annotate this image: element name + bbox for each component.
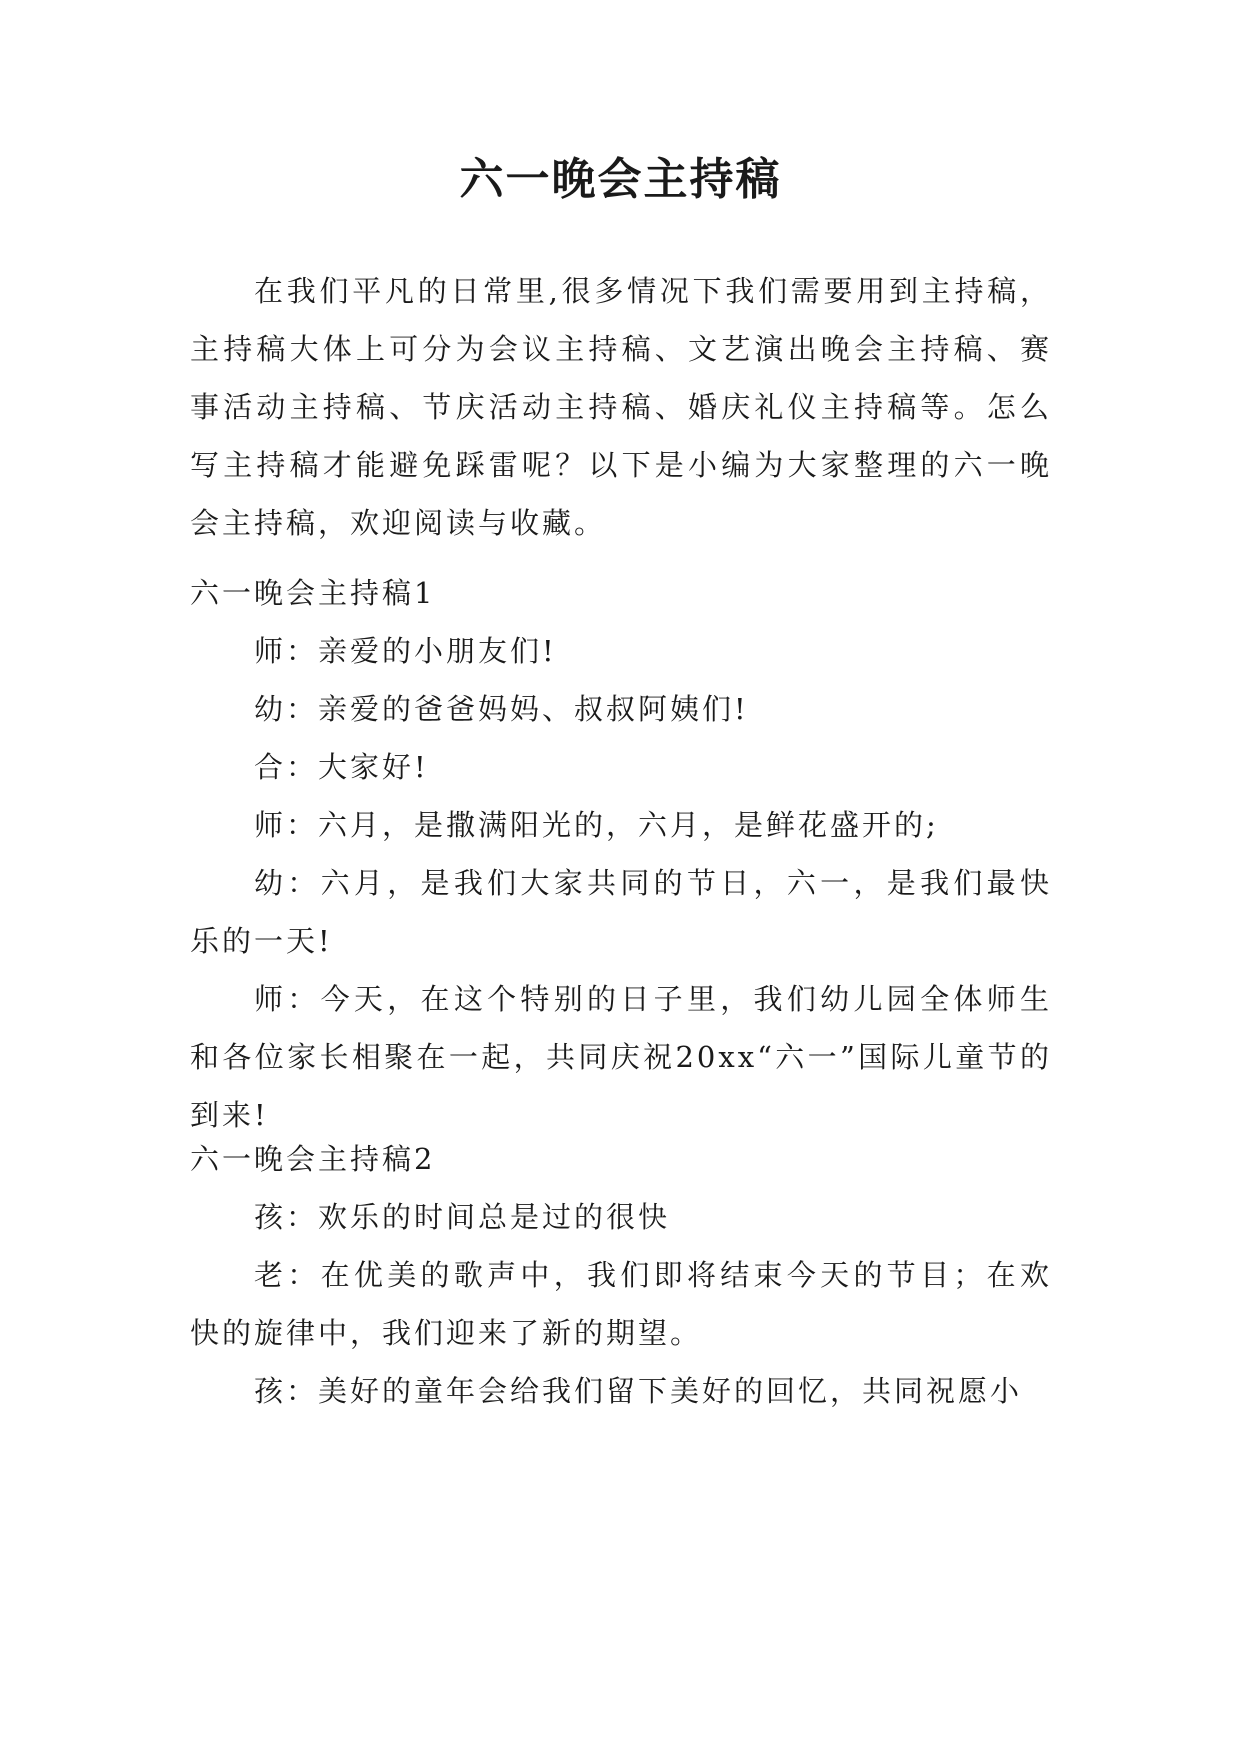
section-heading: 六一晚会主持稿2	[190, 1142, 436, 1176]
dialogue-line: 合：大家好!	[254, 750, 429, 784]
dialogue-line: 师：六月，是撒满阳光的，六月，是鲜花盛开的;	[254, 808, 939, 842]
intro-paragraph-block	[190, 262, 1052, 552]
dialogue-line: 师：今天，在这个特别的日子里，我们幼儿园全体师生和各位家长相聚在一起，共同庆祝20xx“六一”国际儿童节的到来!	[190, 982, 1052, 1132]
section-1	[190, 564, 1052, 1144]
section-2	[190, 1130, 1052, 1420]
section-heading: 六一晚会主持稿1	[190, 576, 436, 610]
dialogue-line: 师：亲爱的小朋友们!	[254, 634, 557, 668]
intro-paragraph: 在我们平凡的日常里,很多情况下我们需要用到主持稿，主持稿大体上可分为会议主持稿、文艺演出晚会主持稿、赛事活动主持稿、节庆活动主持稿、婚庆礼仪主持稿等。怎么写主持稿才能避免踩雷呢？以下是小编为大家整理的六一晚会主持稿，欢迎阅读与收藏。	[190, 274, 1052, 540]
dialogue-line: 孩：美好的童年会给我们留下美好的回忆，共同祝愿小	[254, 1374, 1023, 1408]
dialogue-line: 老：在优美的歌声中，我们即将结束今天的节目；在欢快的旋律中，我们迎来了新的期望。	[190, 1258, 1052, 1350]
dialogue-line: 孩：欢乐的时间总是过的很快	[254, 1200, 671, 1234]
document-title: 六一晚会主持稿	[459, 154, 782, 205]
dialogue-line: 幼：六月，是我们大家共同的节日，六一，是我们最快乐的一天!	[190, 866, 1052, 958]
dialogue-line: 幼：亲爱的爸爸妈妈、叔叔阿姨们!	[254, 692, 749, 726]
